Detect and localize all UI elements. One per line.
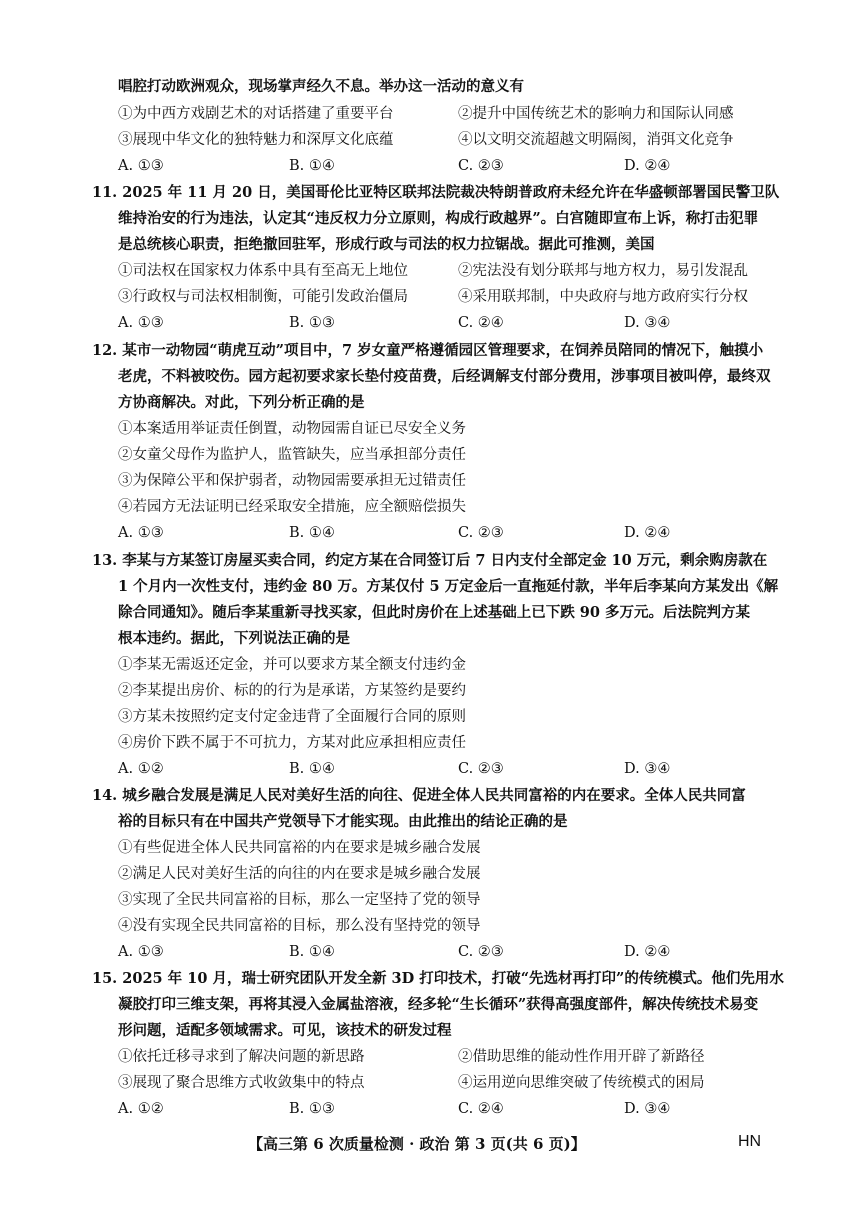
q15-stem-line-2: 凝胶打印三维支架，再将其浸入金属盐溶液，经多轮“生长循环”获得高强度部件，解决传统技术易变 [118, 996, 759, 1013]
q10-choice-b: B. ①④ [289, 158, 335, 174]
q12-choice-d: D. ②④ [624, 525, 671, 541]
page-footer [0, 1133, 868, 1157]
q12-option-4: ④若园方无法证明已经采取安全措施，应全额赔偿损失 [118, 499, 466, 515]
q11-option-4: ④采用联邦制，中央政府与地方政府实行分权 [458, 289, 748, 305]
q11-option-2: ②宪法没有划分联邦与地方权力，易引发混乱 [458, 263, 748, 279]
q14-choice-d: D. ②④ [624, 944, 671, 960]
q10-choice-a: A. ①③ [118, 158, 164, 174]
q10-option-4: ④以文明交流超越文明隔阂，消弭文化竞争 [458, 132, 734, 148]
q11-choice-a: A. ①③ [118, 315, 164, 331]
q12-option-2: ②女童父母作为监护人，监管缺失，应当承担部分责任 [118, 447, 466, 463]
q15-stem-line-3: 形问题，适配多领域需求。可见，该技术的研发过程 [118, 1022, 452, 1039]
q13-stem-line-4: 根本违约。据此，下列说法正确的是 [118, 630, 350, 647]
q10-stem: 唱腔打动欧洲观众，现场掌声经久不息。举办这一活动的意义有 [118, 78, 524, 95]
q14-choice-b: B. ①④ [289, 944, 335, 960]
q12-option-1: ①本案适用举证责任倒置，动物园需自证已尽安全义务 [118, 421, 466, 437]
q10-option-2: ②提升中国传统艺术的影响力和国际认同感 [458, 106, 734, 122]
q15-stem-line-1: 15. 2025 年 10 月，瑞士研究团队开发全新 3D 打印技术，打破“先选材再打印”的传统模式。他们先用水 [92, 970, 784, 987]
q15-option-2: ②借助思维的能动性作用开辟了新路径 [458, 1049, 705, 1065]
footer-region-code: HN [738, 1133, 762, 1150]
q11-stem-line-3: 是总统核心职责，拒绝撤回驻军，形成行政与司法的权力拉锯战。据此可推测，美国 [118, 236, 655, 253]
q12-choice-c: C. ②③ [458, 525, 504, 541]
q11-stem-line-1: 11. 2025 年 11 月 20 日，美国哥伦比亚特区联邦法院裁决特朗普政府未经允许在华盛顿部署国民警卫队 [92, 184, 780, 201]
q14-stem-line-2: 裕的目标只有在中国共产党领导下才能实现。由此推出的结论正确的是 [118, 813, 568, 830]
q15-option-3: ③展现了聚合思维方式收敛集中的特点 [118, 1075, 365, 1091]
q13-choice-c: C. ②③ [458, 761, 504, 777]
q15-choice-c: C. ②④ [458, 1101, 504, 1117]
q14-option-4: ④没有实现全民共同富裕的目标，那么没有坚持党的领导 [118, 918, 481, 934]
q12-stem-line-3: 方协商解决。对此，下列分析正确的是 [118, 394, 365, 411]
q10-choice-d: D. ②④ [624, 158, 671, 174]
q11-option-1: ①司法权在国家权力体系中具有至高无上地位 [118, 263, 408, 279]
q10-option-3: ③展现中华文化的独特魅力和深厚文化底蕴 [118, 132, 394, 148]
q14-choice-c: C. ②③ [458, 944, 504, 960]
q10-option-1: ①为中西方戏剧艺术的对话搭建了重要平台 [118, 106, 394, 122]
q14-option-2: ②满足人民对美好生活的向往的内在要求是城乡融合发展 [118, 866, 481, 882]
q13-option-1: ①李某无需返还定金，并可以要求方某全额支付违约金 [118, 657, 466, 673]
q13-choice-b: B. ①④ [289, 761, 335, 777]
q11-choice-b: B. ①③ [289, 315, 335, 331]
q12-choice-b: B. ①④ [289, 525, 335, 541]
q13-stem-line-2: 1 个月内一次性支付，违约金 80 万。方某仅付 5 万定金后一直拖延付款，半年后李某向方某发出《解 [118, 578, 779, 595]
q12-stem-line-1: 12. 某市一动物园“萌虎互动”项目中，7 岁女童严格遵循园区管理要求，在饲养员陪同的情况下，触摸小 [92, 342, 764, 359]
q14-option-1: ①有些促进全体人民共同富裕的内在要求是城乡融合发展 [118, 840, 481, 856]
q13-option-4: ④房价下跌不属于不可抗力，方某对此应承担相应责任 [118, 735, 466, 751]
q12-choice-a: A. ①③ [118, 525, 164, 541]
q13-choice-d: D. ③④ [624, 761, 671, 777]
q11-option-3: ③行政权与司法权相制衡，可能引发政治僵局 [118, 289, 408, 305]
q11-choice-c: C. ②④ [458, 315, 504, 331]
q13-option-2: ②李某提出房价、标的的行为是承诺，方某签约是要约 [118, 683, 466, 699]
q15-choice-b: B. ①③ [289, 1101, 335, 1117]
footer-title: 【高三第 6 次质量检测 · 政治 第 3 页(共 6 页)】 [248, 1135, 586, 1153]
q13-stem-line-1: 13. 李某与方某签订房屋买卖合同，约定方某在合同签订后 7 日内支付全部定金 10 万元，剩余购房款在 [92, 552, 768, 569]
q12-option-3: ③为保障公平和保护弱者，动物园需要承担无过错责任 [118, 473, 466, 489]
q12-stem-line-2: 老虎，不料被咬伤。园方起初要求家长垫付疫苗费，后经调解支付部分费用，涉事项目被叫停，最终双 [118, 368, 771, 385]
q15-choice-d: D. ③④ [624, 1101, 671, 1117]
q15-option-1: ①依托迁移寻求到了解决问题的新思路 [118, 1049, 365, 1065]
q11-choice-d: D. ③④ [624, 315, 671, 331]
q14-choice-a: A. ①③ [118, 944, 164, 960]
q14-stem-line-1: 14. 城乡融合发展是满足人民对美好生活的向往、促进全体人民共同富裕的内在要求。全体人民共同富 [92, 787, 746, 804]
q13-stem-line-3: 除合同通知》。随后李某重新寻找买家，但此时房价在上述基础上已下跌 90 多万元。后法院判方某 [118, 604, 751, 621]
q10-choice-c: C. ②③ [458, 158, 504, 174]
q13-choice-a: A. ①② [118, 761, 164, 777]
q14-option-3: ③实现了全民共同富裕的目标，那么一定坚持了党的领导 [118, 892, 481, 908]
q15-option-4: ④运用逆向思维突破了传统模式的困局 [458, 1075, 705, 1091]
q13-option-3: ③方某未按照约定支付定金违背了全面履行合同的原则 [118, 709, 466, 725]
q11-stem-line-2: 维持治安的行为违法，认定其“违反权力分立原则，构成行政越界”。白宫随即宣布上诉，称打击犯罪 [118, 210, 759, 227]
q15-choice-a: A. ①② [118, 1101, 164, 1117]
